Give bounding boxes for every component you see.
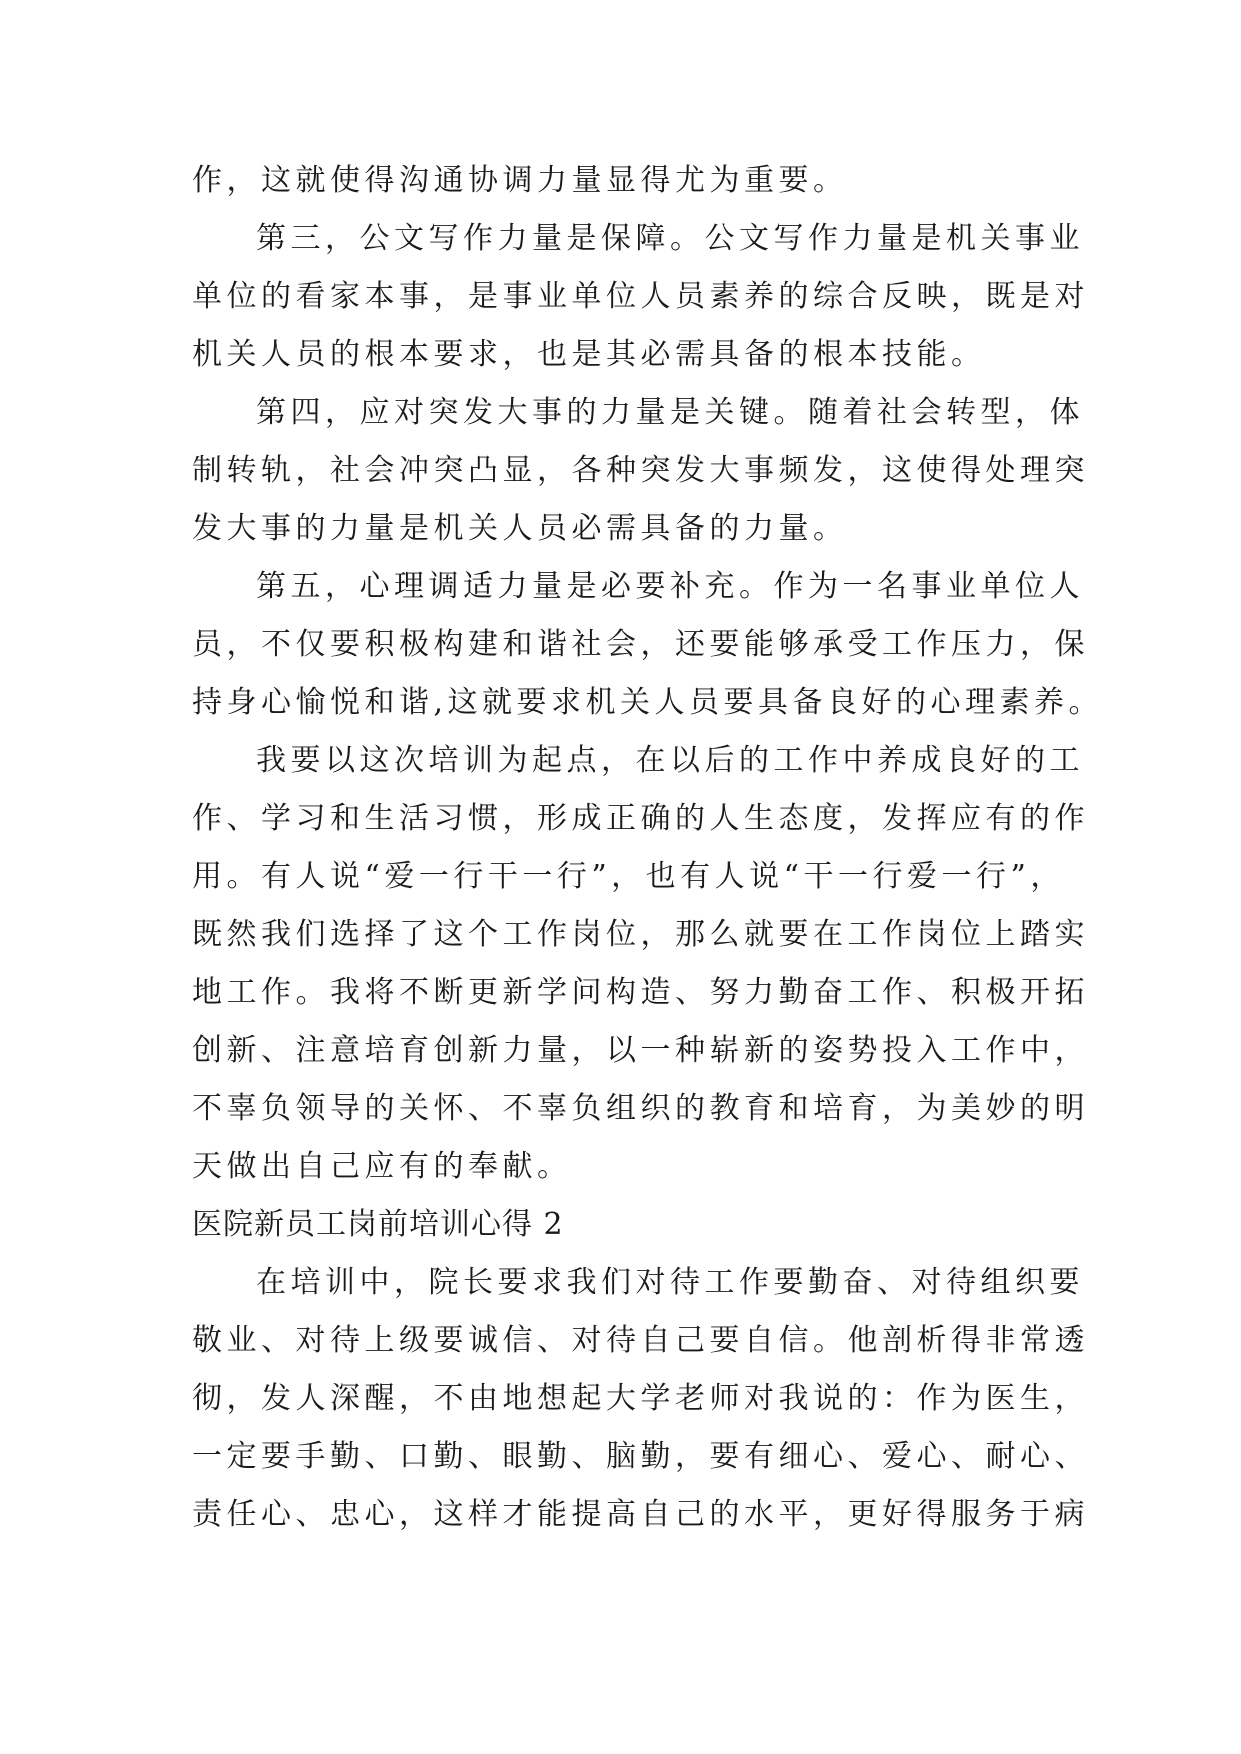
text-line: 作、学习和生活习惯，形成正确的人生态度，发挥应有的作 bbox=[192, 801, 1089, 836]
text-line: 创新、注意培育创新力量，以一种崭新的姿势投入工作中， bbox=[192, 1033, 1089, 1068]
section-heading: 医院新员工岗前培训心得 2 bbox=[192, 1207, 564, 1242]
text-line: 制转轨，社会冲突凸显，各种突发大事频发，这使得处理突 bbox=[192, 453, 1089, 488]
text-line: 责任心、忠心，这样才能提高自己的水平，更好得服务于病 bbox=[192, 1497, 1089, 1532]
text-line: 单位的看家本事，是事业单位人员素养的综合反映，既是对 bbox=[192, 279, 1089, 314]
text-line: 员，不仅要积极构建和谐社会，还要能够承受工作压力，保 bbox=[192, 627, 1089, 662]
text-line: 天做出自己应有的奉献。 bbox=[192, 1149, 572, 1184]
text-line: 不辜负领导的关怀、不辜负组织的教育和培育，为美妙的明 bbox=[192, 1091, 1089, 1126]
text-line: 一定要手勤、口勤、眼勤、脑勤，要有细心、爱心、耐心、 bbox=[192, 1439, 1089, 1474]
text-line: 作，这就使得沟通协调力量显得尤为重要。 bbox=[192, 163, 848, 198]
text-line: 彻，发人深醒，不由地想起大学老师对我说的：作为医生， bbox=[192, 1381, 1089, 1416]
text-line: 发大事的力量是机关人员必需具备的力量。 bbox=[192, 511, 848, 546]
text-line: 既然我们选择了这个工作岗位，那么就要在工作岗位上踏实 bbox=[192, 917, 1089, 952]
text-line: 敬业、对待上级要诚信、对待自己要自信。他剖析得非常透 bbox=[192, 1323, 1089, 1358]
paragraph-start-line: 第三，公文写作力量是保障。公文写作力量是机关事业 bbox=[256, 221, 1084, 256]
text-line: 地工作。我将不断更新学问构造、努力勤奋工作、积极开拓 bbox=[192, 975, 1089, 1010]
paragraph-start-line: 我要以这次培训为起点，在以后的工作中养成良好的工 bbox=[256, 743, 1084, 778]
text-line: 机关人员的根本要求，也是其必需具备的根本技能。 bbox=[192, 337, 986, 372]
text-line: 用。有人说“爱一行干一行”，也有人说“干一行爱一行”， bbox=[192, 859, 1065, 894]
paragraph-start-line: 第五，心理调适力量是必要补充。作为一名事业单位人 bbox=[256, 569, 1084, 604]
text-line: 持身心愉悦和谐,这就要求机关人员要具备良好的心理素养。 bbox=[192, 685, 1104, 720]
paragraph-start-line: 在培训中，院长要求我们对待工作要勤奋、对待组织要 bbox=[256, 1265, 1084, 1300]
paragraph-start-line: 第四，应对突发大事的力量是关键。随着社会转型，体 bbox=[256, 395, 1084, 430]
document-body bbox=[192, 152, 1104, 1544]
